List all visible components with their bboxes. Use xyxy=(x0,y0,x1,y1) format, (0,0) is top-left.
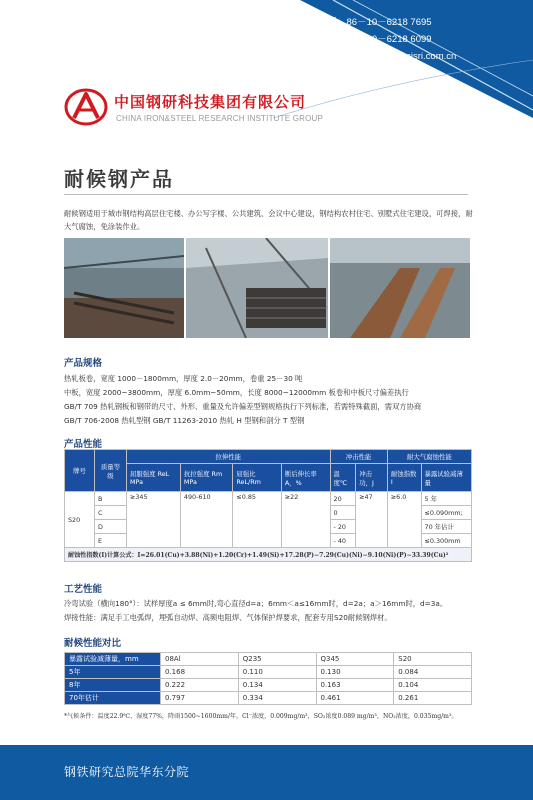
spec-line: GB/T 709 热轧钢板和钢带的尺寸、外形、重量及允许偏差型钢规格执行下列标准，若需特殊截面，需双方协商 xyxy=(64,402,422,411)
cell-rate: ≤0.090mm; xyxy=(421,506,472,520)
title-divider xyxy=(64,194,468,195)
row-label: 70年估计 xyxy=(65,692,161,705)
page-title: 耐候钢产品 xyxy=(64,167,174,191)
cell-grade: S20 xyxy=(65,492,95,548)
col-tensile: 抗拉强度 Rm MPa xyxy=(180,464,233,492)
cell-level: B xyxy=(95,492,127,506)
col-yield: 屈服强度 ReL MPa xyxy=(127,464,181,492)
cell-energy: ≥47 xyxy=(356,492,388,548)
spec-line: 中板，宽度 2000~3800mm，厚度 6.0mm~50mm，长度 8000~12000mm 板卷和中板尺寸偏差执行 xyxy=(64,388,409,397)
cell-level: C xyxy=(95,506,127,520)
cell-temp: - 20 xyxy=(330,520,356,534)
spec-line: 热轧板卷，宽度 1000－1800mm，厚度 2.0－20mm，卷重 25－30 吨 xyxy=(64,374,303,383)
col-grade: 牌号 xyxy=(65,450,95,492)
warehouse-photo-2 xyxy=(186,238,328,338)
cell-index: ≥6.0 xyxy=(387,492,421,548)
compare-heading: 耐候性能对比 xyxy=(64,638,122,649)
company-name-en: CHINA IRON&STEEL RESEARCH INSTITUTE GROUP xyxy=(116,114,324,123)
warehouse-photo-3 xyxy=(330,238,470,338)
cell-tensile: 490-610 xyxy=(180,492,233,548)
website-link[interactable]: 网址：http://www.ec-cisri.com.cn xyxy=(318,51,457,62)
col-header: Q345 xyxy=(316,653,394,666)
performance-table xyxy=(64,449,472,562)
col-header: S20 xyxy=(394,653,472,666)
specs-heading: 产品规格 xyxy=(64,358,103,369)
col-energy: 冲击功，J xyxy=(356,464,388,492)
row-label: 8年 xyxy=(65,679,161,692)
group-tensile: 拉伸性能 xyxy=(127,450,331,464)
col-quality: 质量等级 xyxy=(95,450,127,492)
table-cell: 0.134 xyxy=(238,679,316,692)
formula-row xyxy=(65,548,472,562)
table-cell: 0.222 xyxy=(161,679,239,692)
company-logo-icon xyxy=(64,86,108,128)
cell-rate: 70 年估计 xyxy=(421,520,472,534)
col-elong: 断后伸长率A，% xyxy=(281,464,330,492)
cell-level: D xyxy=(95,520,127,534)
col-header: 暴露试验减薄量，mm xyxy=(65,653,161,666)
col-rate: 暴露试验减薄量 xyxy=(421,464,472,492)
table-row xyxy=(65,692,472,705)
table-row xyxy=(65,492,472,506)
warehouse-photo-1 xyxy=(64,238,184,338)
climate-note: *气候条件：温度22.9℃，湿度77%，降雨1500~1600mm/年，Cl⁻浓度，0.009mg/m³，SO₂浓度0.089 mg/m³，NO₂浓度，0.035mg/m³。 xyxy=(64,713,458,720)
table-cell: 0.168 xyxy=(161,666,239,679)
footer-text: 钢铁研究总院华东分院 xyxy=(64,765,190,779)
table-cell: 0.461 xyxy=(316,692,394,705)
spec-line: GB/T 706-2008 热轧型钢 GB/T 11263-2010 热轧 H 型钢和剖分 T 型钢 xyxy=(64,416,305,425)
col-header: 08Al xyxy=(161,653,239,666)
table-row xyxy=(65,679,472,692)
group-impact: 冲击性能 xyxy=(330,450,387,464)
process-heading: 工艺性能 xyxy=(64,584,103,595)
col-temp: 温度℃ xyxy=(330,464,356,492)
table-cell: 0.084 xyxy=(394,666,472,679)
table-header-row xyxy=(65,653,472,666)
col-ratio: 屈强比 ReL/Rm xyxy=(233,464,281,492)
fax-text: 传真：86－10－6218 6099 xyxy=(318,34,432,45)
cell-yield: ≥345 xyxy=(127,492,181,548)
cell-elong: ≥22 xyxy=(281,492,330,548)
col-header: Q235 xyxy=(238,653,316,666)
company-name-cn: 中国钢研科技集团有限公司 xyxy=(114,93,307,111)
table-row xyxy=(65,666,472,679)
perf-heading: 产品性能 xyxy=(64,439,103,450)
photo-strip xyxy=(64,238,470,338)
cell-ratio: ≤0.85 xyxy=(233,492,281,548)
comparison-table xyxy=(64,652,472,705)
table-cell: 0.334 xyxy=(238,692,316,705)
table-cell: 0.130 xyxy=(316,666,394,679)
table-cell: 0.110 xyxy=(238,666,316,679)
intro-paragraph: 耐候钢适用于城市钢结构高层住宅楼、办公写字楼、公共建筑、会议中心建设，钢结构农村住宅、别墅式住宅建设，可焊接，耐大气腐蚀，免涂装作业。 xyxy=(64,209,473,231)
corrosion-formula: 耐蚀性指数(I)计算公式：I=26.01(Cu)+3.88(Ni)+1.20(Cr)+1.49(Si)+17.28(P)−7.29(Cu)(Ni)−9.10(Ni)(P)−33.39(Cu)² xyxy=(65,548,472,562)
process-line: 冷弯试验（横向180°）：试样厚度a ≤ 6mm时,弯心直径d=a；6mm＜a≤16mm时，d=2a；a＞16mm时，d=3a。 xyxy=(64,599,448,608)
phone-text: 电话：86－10－6218 7695 xyxy=(318,17,432,28)
cell-rate: ≤0.300mm xyxy=(421,534,472,548)
table-cell: 0.797 xyxy=(161,692,239,705)
cell-rate: 5 年 xyxy=(421,492,472,506)
cell-temp: 20 xyxy=(330,492,356,506)
group-corrosion: 耐大气腐蚀性能 xyxy=(387,450,471,464)
col-index: 耐蚀指数 I xyxy=(387,464,421,492)
table-cell: 0.261 xyxy=(394,692,472,705)
table-cell: 0.163 xyxy=(316,679,394,692)
cell-temp: - 40 xyxy=(330,534,356,548)
table-cell: 0.104 xyxy=(394,679,472,692)
contact-info xyxy=(318,14,456,65)
cell-temp: 0 xyxy=(330,506,356,520)
row-label: 5年 xyxy=(65,666,161,679)
cell-level: E xyxy=(95,534,127,548)
process-line: 焊接性能：满足手工电弧焊，埋弧自动焊、高频电阻焊、气体保护焊要求，配套专用S20耐候钢焊材。 xyxy=(64,613,392,622)
